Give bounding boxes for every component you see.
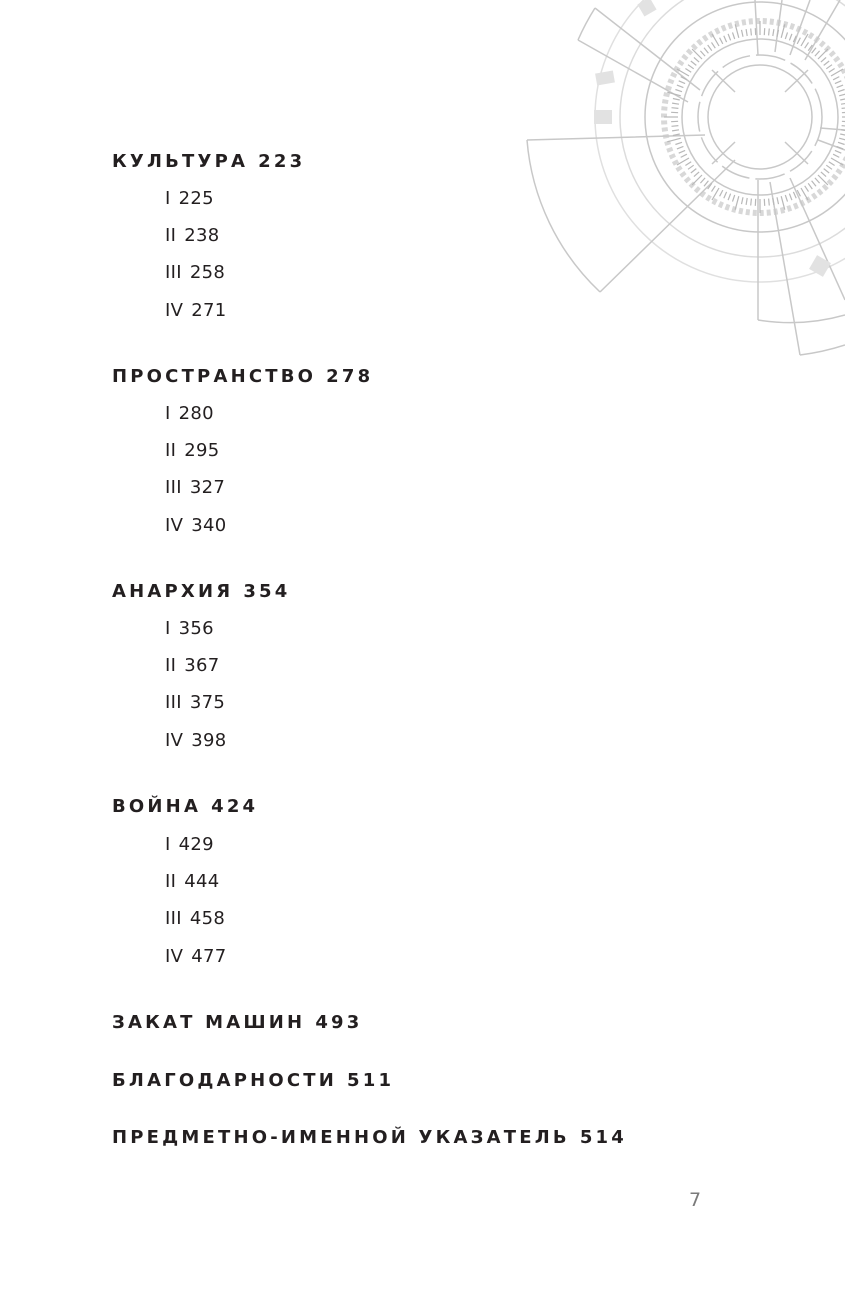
subsection-entry [165, 477, 225, 499]
subsection-numeral: IV [165, 515, 184, 536]
section-title [112, 151, 305, 173]
subsection-page-number: 398 [191, 730, 227, 751]
subsection-page-number: 375 [189, 692, 226, 713]
section-name: АНАРХИЯ [112, 581, 234, 602]
subsection-numeral: III [165, 908, 182, 929]
subsection-page-number: 444 [184, 871, 220, 892]
section-page-number: 493 [315, 1012, 363, 1033]
subsection-entry [165, 871, 219, 893]
section-page-number: 514 [579, 1127, 628, 1148]
section-name: ПРОСТРАНСТВО [112, 366, 317, 387]
section-name: ЗАКАТ МАШИН [112, 1012, 306, 1033]
page-number: 7 [689, 1189, 702, 1211]
subsection-page-number: 327 [189, 477, 226, 498]
subsection-page-number: 280 [178, 403, 214, 424]
subsection-page-number: 258 [189, 262, 226, 283]
subsection-entry [165, 515, 227, 537]
subsection-entry [165, 262, 225, 284]
subsection-numeral: IV [165, 300, 184, 321]
section-name: ВОЙНА [112, 796, 202, 817]
subsection-numeral: II [165, 871, 177, 892]
section-title [112, 796, 258, 818]
subsection-page-number: 477 [191, 946, 227, 967]
subsection-page-number: 340 [191, 515, 227, 536]
subsection-numeral: II [165, 225, 177, 246]
section-name: БЛАГОДАРНОСТИ [112, 1070, 338, 1091]
subsection-entry [165, 692, 225, 714]
subsection-numeral: I [165, 188, 171, 209]
section-page-number: 223 [258, 151, 306, 172]
subsection-entry [165, 188, 214, 210]
subsection-entry [165, 300, 227, 322]
section-page-number: 511 [347, 1070, 395, 1091]
section-title [112, 581, 291, 603]
subsection-page-number: 238 [184, 225, 220, 246]
section-name: ПРЕДМЕТНО-ИМЕННОЙ УКАЗАТЕЛЬ [112, 1127, 570, 1148]
subsection-entry [165, 655, 219, 677]
subsection-page-number: 225 [178, 188, 214, 209]
subsection-numeral: IV [165, 946, 184, 967]
subsection-numeral: II [165, 655, 177, 676]
subsection-numeral: III [165, 262, 182, 283]
subsection-entry [165, 618, 214, 640]
subsection-numeral: I [165, 403, 171, 424]
subsection-page-number: 367 [184, 655, 220, 676]
section-page-number: 278 [326, 366, 374, 387]
section-title [112, 1012, 363, 1034]
section-title [112, 366, 373, 388]
subsection-entry [165, 440, 219, 462]
subsection-page-number: 429 [178, 834, 214, 855]
section-page-number: 354 [243, 581, 291, 602]
subsection-page-number: 356 [178, 618, 214, 639]
subsection-numeral: II [165, 440, 177, 461]
subsection-entry [165, 834, 214, 856]
subsection-numeral: III [165, 477, 182, 498]
subsection-entry [165, 908, 225, 930]
section-title [112, 1070, 394, 1092]
subsection-numeral: I [165, 834, 171, 855]
section-name: КУЛЬТУРА [112, 151, 249, 172]
subsection-numeral: III [165, 692, 182, 713]
subsection-numeral: IV [165, 730, 184, 751]
subsection-entry [165, 225, 219, 247]
section-title [112, 1127, 627, 1149]
subsection-page-number: 295 [184, 440, 220, 461]
subsection-page-number: 271 [191, 300, 227, 321]
subsection-page-number: 458 [189, 908, 226, 929]
subsection-entry [165, 730, 227, 752]
subsection-entry [165, 403, 214, 425]
subsection-numeral: I [165, 618, 171, 639]
section-page-number: 424 [211, 796, 259, 817]
subsection-entry [165, 946, 227, 968]
